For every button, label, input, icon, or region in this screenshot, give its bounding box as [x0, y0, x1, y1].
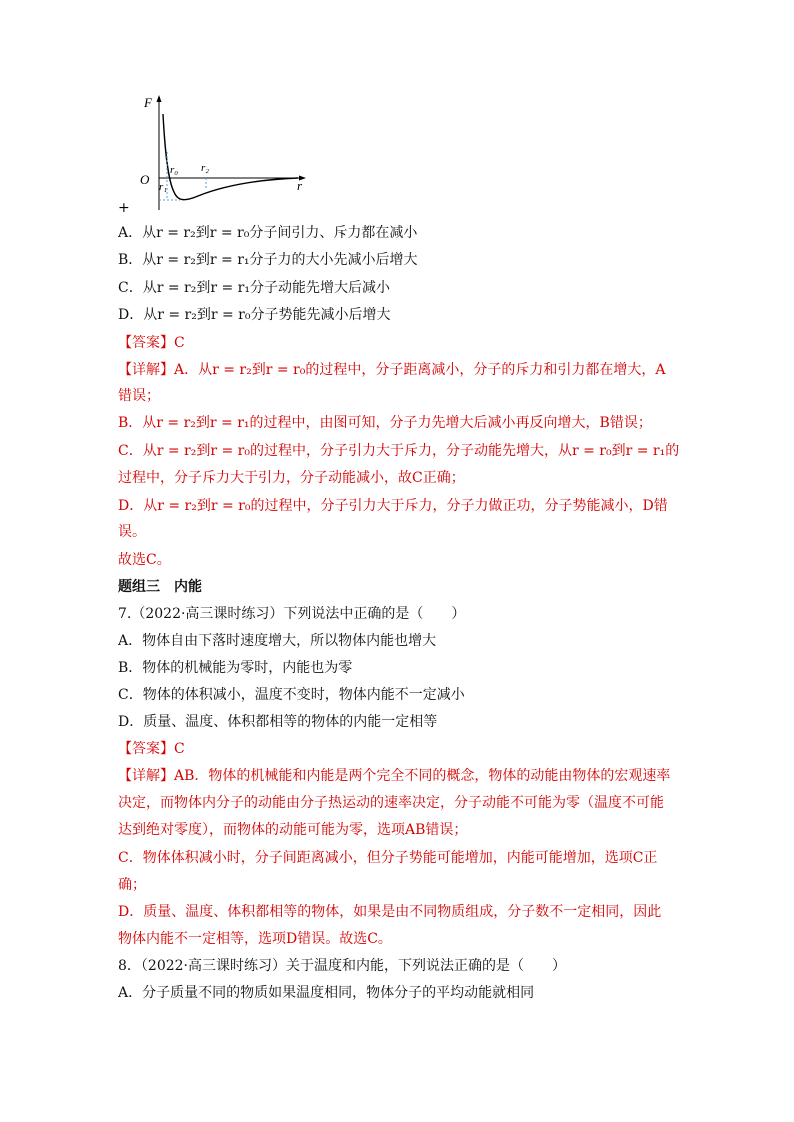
q6-option-d: D．从r = r₂到r = r₀分子势能先减小后增大 — [118, 307, 391, 323]
q7-option-d: D．质量、温度、体积都相等的物体的内能一定相等 — [118, 714, 438, 730]
q7-detail-line-1: 【详解】AB．物体的机械能和内能是两个完全不同的概念，物体的动能由物体的宏观速率 — [118, 768, 671, 784]
q6-option-c: C．从r = r₂到r = r₁分子动能先增大后减小 — [118, 280, 390, 296]
q6-option-a: A．从r = r₂到r = r₀分子间引力、斥力都在减小 — [118, 225, 418, 241]
q7-detail-line-3: 达到绝对零度），而物体的动能可能为零，选项AB错误； — [118, 822, 468, 838]
q7-detail-line-5: 确； — [118, 877, 146, 893]
q6-detail-line-6: D．从r = r₂到r = r₀的过程中，分子引力大于斥力，分子力做正功，分子势能减小，D错 — [118, 498, 668, 514]
f-axis-arrow — [157, 95, 162, 102]
q6-option-b: B．从r = r₂到r = r₁分子力的大小先减小后增大 — [118, 252, 418, 268]
r0-label: r₀ — [170, 164, 179, 176]
q6-detail-line-2: 错误； — [118, 388, 160, 404]
q7-stem: 7.（2022·高三课时练习）下列说法中正确的是（ ） — [118, 606, 466, 622]
r2-label: r₂ — [201, 162, 210, 174]
q8-option-a: A．分子质量不同的物质如果温度相同，物体分子的平均动能就相同 — [118, 985, 535, 1001]
force-distance-graph — [118, 92, 318, 216]
q8-stem: 8．（2022·高三课时练习）关于温度和内能，下列说法正确的是（ ） — [118, 958, 566, 974]
q7-answer: 【答案】C — [118, 741, 185, 757]
q7-option-c: C．物体的体积减小，温度不变时，物体内能不一定减小 — [118, 687, 465, 703]
q6-detail-line-1: 【详解】A．从r = r₂到r = r₀的过程中，分子距离减小，分子的斥力和引力都在增大，A — [118, 362, 666, 378]
q7-option-b: B．物体的机械能为零时，内能也为零 — [118, 660, 353, 676]
q7-detail-line-4: C．物体体积减小时，分子间距离减小，但分子势能可能增加，内能可能增加，选项C正 — [118, 850, 658, 866]
section-heading: 题组三 内能 — [118, 579, 202, 595]
q7-detail-line-6: D．质量、温度、体积都相等的物体，如果是由不同物质组成，分子数不一定相同，因此 — [118, 904, 662, 920]
r1-label: r₁ — [159, 181, 168, 193]
force-curve — [163, 114, 298, 200]
q7-detail-line-7: 物体内能不一定相等，选项D错误。故选C。 — [118, 931, 392, 947]
q6-detail-line-5: 过程中，分子斥力大于引力，分子动能减小，故C正确； — [118, 470, 465, 486]
q7-detail-line-2: 决定，而物体内分子的动能由分子热运动的速率决定，分子动能不可能为零（温度不可能 — [118, 795, 664, 811]
q6-answer: 【答案】C — [118, 335, 185, 351]
origin-label: O — [140, 172, 150, 187]
q6-detail-line-4: C．从r = r₂到r = r₀的过程中，分子引力大于斥力，分子动能先增大，从r = r₀到r = r₁的 — [118, 443, 680, 459]
q6-detail-line-3: B．从r = r₂到r = r₁的过程中，由图可知，分子力先增大后减小再反向增大，B错误； — [118, 415, 652, 431]
q6-conclusion: 故选C。 — [118, 552, 171, 568]
f-axis-label: F — [144, 95, 152, 110]
q6-detail-line-7: 误。 — [118, 524, 146, 540]
plus-mark: + — [118, 200, 130, 216]
r-axis-label: r — [297, 178, 303, 193]
q7-option-a: A．物体自由下落时速度增大，所以物体内能也增大 — [118, 633, 437, 649]
